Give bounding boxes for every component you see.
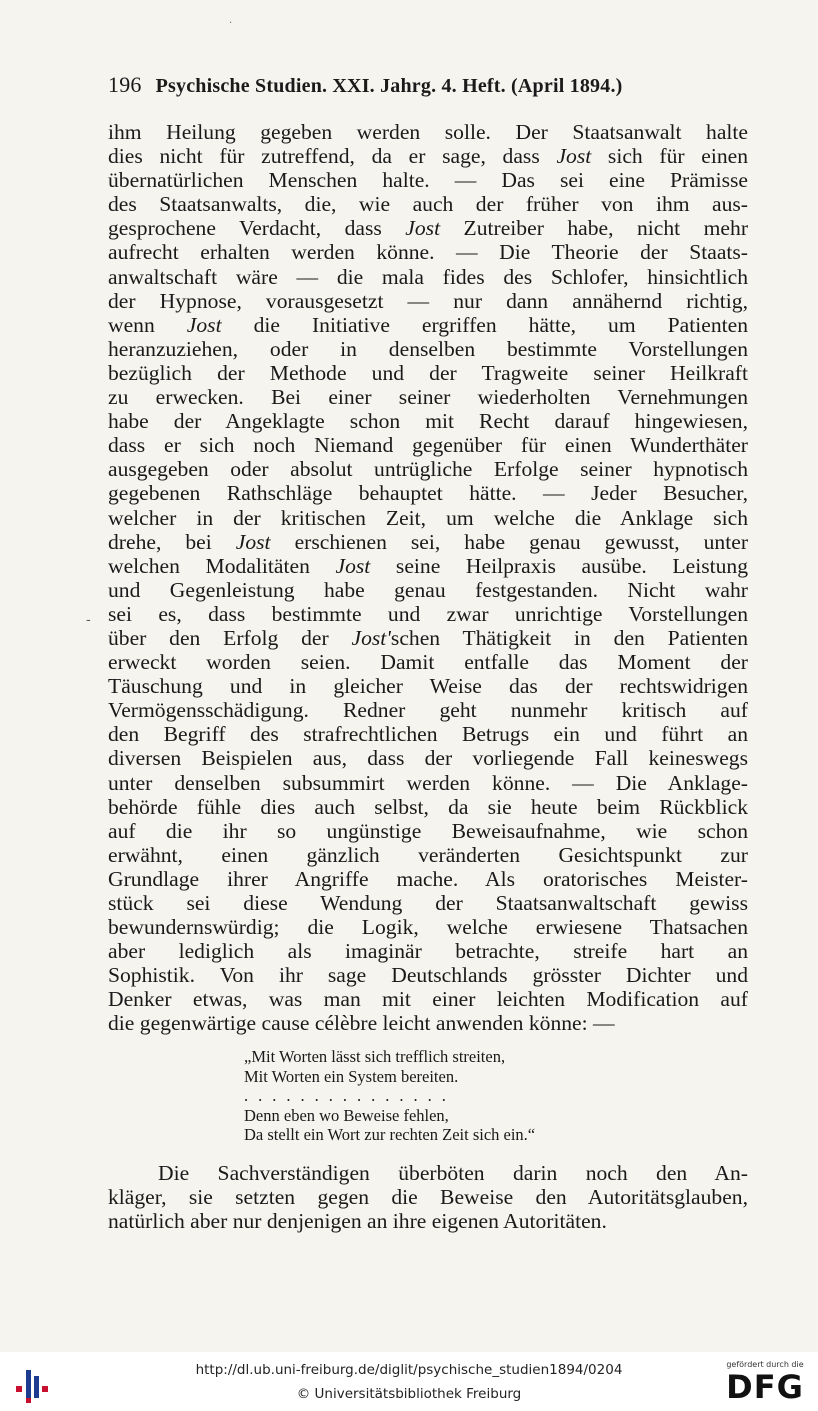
text-line: diversen Beispielen aus, dass der vorliegende Fall keineswegs [108, 746, 748, 771]
text-line: unter denselben subsummirt werden könne. — Die Anklage- [108, 770, 748, 795]
text-line: ihm Heilung gegeben werden solle. Der Staatsanwalt halte [108, 120, 748, 144]
text-line: welcher in der kritischen Zeit, um welche die Anklage sich [108, 505, 748, 530]
text-line: gegebenen Rathschläge behauptet hätte. — Jeder Besucher, [108, 481, 748, 506]
running-title: Psychische Studien. XXI. Jahrg. 4. Heft. (April 1894.) [155, 75, 623, 97]
text-line: Die Sachverständigen überböten darin noch den An- [158, 1161, 748, 1185]
scan-speck: · [229, 18, 233, 29]
text-line: Vermögensschädigung. Redner geht nunmehr kritisch auf [108, 698, 748, 723]
text-line: habe der Angeklagte schon mit Recht darauf hingewiesen, [108, 409, 748, 434]
goethe-quote [244, 1047, 704, 1145]
text-line: kläger, sie setzten gegen die Beweise den Autoritätsglauben, [108, 1185, 748, 1210]
italic-name: Jost [556, 144, 592, 169]
quote-ellipsis: ............... [244, 1086, 456, 1106]
text-line: sei es, dass bestimmte und zwar unrichtige Vorstellungen [108, 601, 748, 626]
italic-name: Jost [405, 216, 441, 241]
text-line: dies nicht für zutreffend, da er sage, dass Jost sich für einen [108, 144, 749, 169]
text-line: bewundernswürdig; die Logik, welche erwiesene Thatsachen [108, 915, 748, 940]
dfg-tagline: gefördert durch die [726, 1360, 804, 1369]
text-line: natürlich aber nur denjenigen an ihre eigenen Autoritäten. [108, 1209, 607, 1234]
viewer-footer [0, 1352, 818, 1411]
text-line: der Hypnose, vorausgesetzt — nur dann annähernd richtig, [108, 288, 748, 313]
text-line: die gegenwärtige cause célèbre leicht anwenden könne: — [108, 1011, 615, 1036]
quote-line-1: „Mit Worten lässt sich trefflich streiten, [244, 1047, 506, 1066]
dfg-wordmark: DFG [726, 1368, 804, 1406]
text-line: anwaltschaft wäre — die mala fides des Schlofer, hinsichtlich [108, 264, 748, 289]
text-line: übernatürlichen Menschen halte. — Das sei eine Prämisse [108, 168, 748, 193]
text-line: zu erwecken. Bei einer seiner wiederholten Vernehmungen [108, 385, 748, 410]
copyright-notice: © Universitätsbibliothek Freiburg [296, 1386, 522, 1402]
text-line: über den Erfolg der Jost'schen Thätigkeit in den Patienten [108, 625, 748, 650]
text-line: behörde fühle dies auch selbst, da sie heute beim Rückblick [108, 794, 748, 819]
text-line: Denker etwas, was man mit einer leichten Modification auf [108, 987, 748, 1012]
text-line: drehe, bei Jost erschienen sei, habe genau gewusst, unter [108, 529, 749, 554]
dfg-logo [720, 1360, 810, 1406]
italic-name: Jost [186, 312, 222, 337]
text-line: aufrecht erhalten werden könne. — Die Theorie der Staats- [108, 240, 748, 265]
text-line: und Gegenleistung habe genau festgestanden. Nicht wahr [108, 577, 748, 602]
text-line: Sophistik. Von ihr sage Deutschlands grösster Dichter und [108, 963, 748, 988]
text-line: welchen Modalitäten Jost seine Heilpraxis ausübe. Leistung [108, 553, 748, 578]
text-line: heranzuziehen, oder in denselben bestimmte Vorstellungen [108, 336, 748, 361]
running-header [108, 72, 708, 98]
text-line: aber lediglich als imaginär betrachte, streife hart an [108, 939, 748, 964]
main-paragraph [108, 120, 748, 1036]
text-line: auf die ihr so ungünstige Beweisaufnahme, wie schon [108, 818, 748, 843]
text-line: erweckt worden seien. Damit entfalle das Moment der [108, 650, 748, 675]
text-line: erwähnt, einen gänzlich veränderten Gesichtspunkt zur [108, 842, 748, 867]
text-line: ausgegeben oder absolut untrügliche Erfolge seiner hypnotisch [108, 457, 748, 482]
margin-mark: - [86, 612, 91, 628]
italic-name: Jost [235, 529, 271, 554]
text-line: Täuschung und in gleicher Weise das der rechtswidrigen [108, 674, 748, 699]
text-line: bezüglich der Methode und der Tragweite seiner Heilkraft [108, 360, 748, 385]
quote-line-4: Da stellt ein Wort zur rechten Zeit sich ein.“ [244, 1125, 536, 1145]
text-line: stück sei diese Wendung der Staatsanwaltschaft gewiss [108, 891, 748, 915]
permalink-url[interactable]: http://dl.ub.uni-freiburg.de/diglit/psychische_studien1894/0204 [195, 1362, 623, 1378]
text-line: den Begriff des strafrechtlichen Betrugs ein und führt an [108, 722, 748, 747]
text-line: des Staatsanwalts, die, wie auch der früher von ihm aus- [108, 192, 748, 217]
text-line: dass er sich noch Niemand gegenüber für einen Wunderthäter [108, 433, 748, 458]
page-number: 196 [108, 72, 142, 97]
text-line: gesprochene Verdacht, dass Jost Zutreiber habe, nicht mehr [108, 216, 749, 241]
italic-name: Jost' [351, 625, 391, 650]
quote-line-3: Denn eben wo Beweise fehlen, [244, 1105, 449, 1125]
closing-paragraph [108, 1161, 748, 1233]
text-line: Grundlage ihrer Angriffe mache. Als oratorisches Meister- [108, 866, 748, 891]
italic-name: Jost [335, 553, 371, 578]
quote-line-2: Mit Worten ein System bereiten. [244, 1066, 459, 1086]
text-line: wenn Jost die Initiative ergriffen hätte, um Patienten [108, 312, 748, 337]
